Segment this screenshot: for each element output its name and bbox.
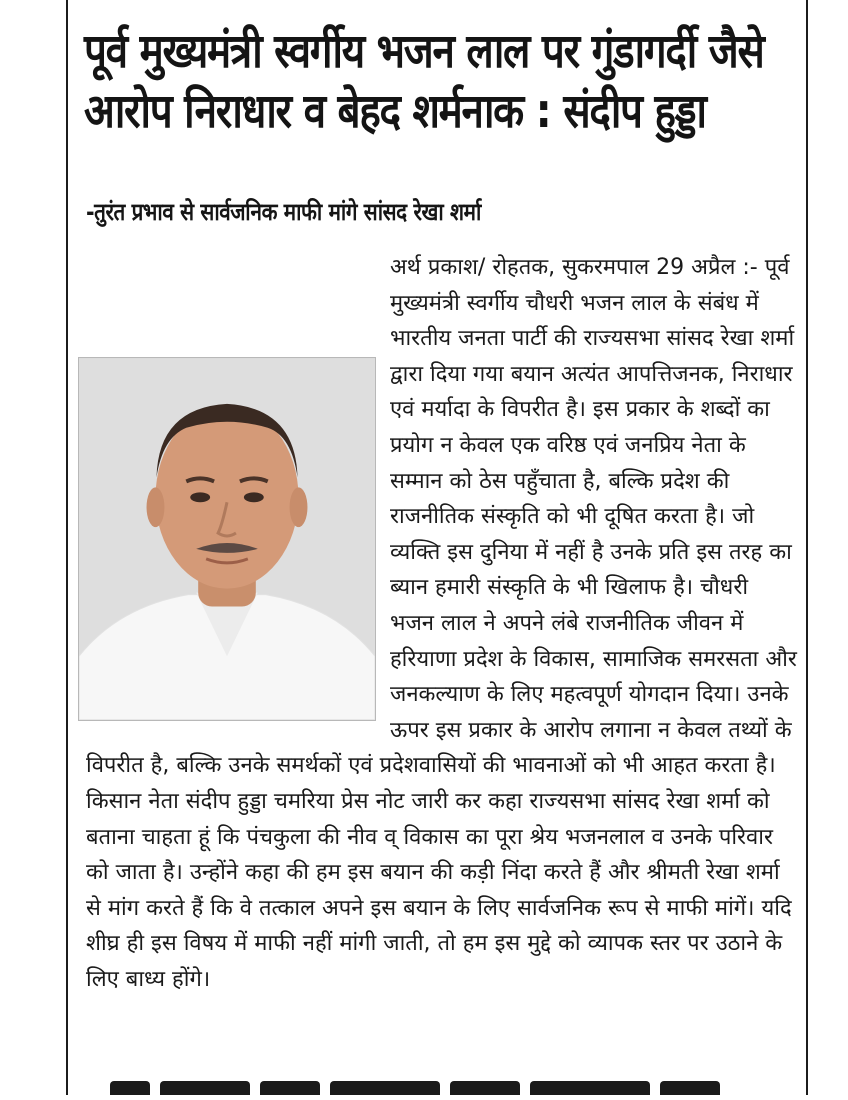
dateline: अर्थ प्रकाश/ रोहतक, सुकरमपाल 29 अप्रैल :- bbox=[390, 255, 758, 280]
next-headline-cut bbox=[110, 1080, 750, 1100]
article-body bbox=[86, 250, 798, 997]
headline: पूर्व मुख्यमंत्री स्वर्गीय भजन लाल पर गुंडागर्दी जैसे आरोप निराधार व बेहद शर्मनाक : संदीप हुड्डा bbox=[84, 24, 764, 139]
paragraph-1-text: पूर्व मुख्यमंत्री स्वर्गीय चौधरी भजन लाल के संबंध में भारतीय जनता पार्टी की राज्यसभा सांसद रेखा शर्मा द्वारा दिया गया बयान अत्यंत आपत्तिजनक, निराधार एवं मर्यादा के विपरीत है। इस प्रकार के शब्दों का प्रयोग न केवल एक वरिष्ठ एवं जनप्रिय नेता के सम्मान को ठेस पहुँचाता है, बल्कि प्रदेश की राजनीतिक संस्कृति को भी दूषित करता है। जो व्यक्ति इस दुनिया में नहीं है उनके प्रति इस तरह का ब्यान हमारी संस्कृति के भी खिलाफ है। चौधरी भजन लाल ने अपने लंबे राजनीतिक जीवन में हरियाणा प्रदेश के विकास, सामाजिक समरसता और जनकल्याण के लिए महत्वपूर्ण योगदान दिया। उनके ऊपर इस प्रकार के आरोप लगाना न केवल तथ्यों के विपरीत है, बल्कि उनके समर्थकों एवं प्रदेशवासियों की भावनाओं को भी आहत करता है। bbox=[86, 255, 797, 779]
portrait-photo bbox=[78, 357, 376, 721]
column-rule-right bbox=[806, 0, 808, 1095]
column-rule-left bbox=[66, 0, 68, 1095]
subheadline: -तुरंत प्रभाव से सार्वजनिक माफी मांगे सांसद रेखा शर्मा bbox=[86, 198, 481, 226]
portrait-illustration bbox=[79, 358, 375, 720]
article-paragraph-2: किसान नेता संदीप हुड्डा चमरिया प्रेस नोट जारी कर कहा राज्यसभा सांसद रेखा शर्मा को बताना चाहता हूं कि पंचकुला की नीव व् विकास का पूरा श्रेय भजनलाल व उनके परिवार को जाता है। उन्होंने कहा की हम इस बयान की कड़ी निंदा करते हैं और श्रीमती रेखा शर्मा से मांग करते हैं कि वे तत्काल अपने इस बयान के लिए सार्वजनिक रूप से माफी मांगें। यदि शीघ्र ही इस विषय में माफी नहीं मांगी जाती, तो हम इस मुद्दे को व्यापक स्तर पर उठाने के लिए बाध्य होंगे। bbox=[86, 788, 792, 992]
article-paragraph-1 bbox=[86, 250, 798, 784]
